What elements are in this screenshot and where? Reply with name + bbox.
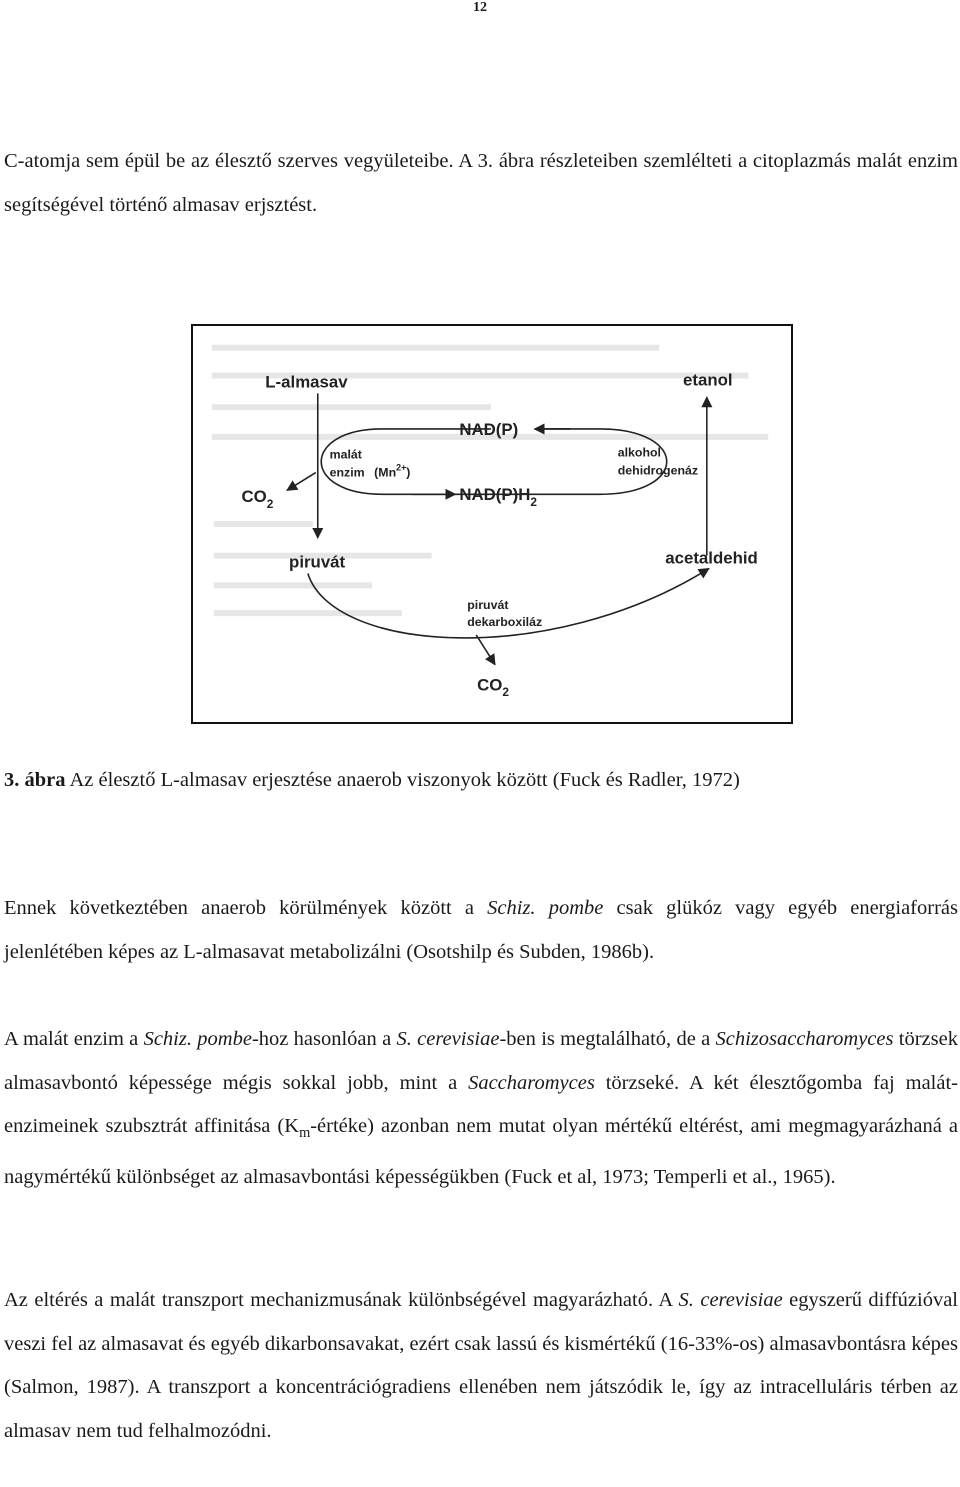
p2-species-1: Schiz. pombe <box>487 897 604 919</box>
p3-species-3: Schizosaccharomyces <box>715 1028 894 1050</box>
figure-caption <box>4 758 958 802</box>
p2-text-2: csak glükóz vagy egyéb energiaforrás jelenlétében képes az L-almasavat metabolizálni (Osotshilp és Subden, 1986b). <box>4 897 958 963</box>
label-dekarboxilaz-2: dekarboxiláz <box>467 614 543 629</box>
p3-text-3: -ben is megtalálható, de a <box>499 1028 716 1050</box>
paragraph-transzport <box>4 1279 958 1453</box>
p3-text-1: A malát enzim a <box>4 1028 144 1050</box>
p4-text-2: egyszerű diffúzióval veszi fel az almasavat és egyéb dikarbonsavakat, ezért csak lassú és kismértékű (16-33%-os) almasavbontásra képes (Salmon, 1987). A transzport a koncentrációgradiens ellenében nem játszódik le, így az intracelluláris térben az almasav nem tud felhalmozódni. <box>4 1289 958 1442</box>
caption-label: 3. ábra <box>4 769 66 791</box>
p3-species-2: S. cerevisiae <box>396 1028 500 1050</box>
label-malat-enzim-1: malát <box>329 447 362 462</box>
p3-text-4: törzsek almasavbontó képessége mégis sokkal jobb, mint a <box>4 1028 958 1094</box>
p2-text-1: Ennek következtében anaerob körülmények között a <box>4 897 488 919</box>
label-piruvat: piruvát <box>289 552 346 572</box>
arrow-to-co2-bottom <box>476 635 495 665</box>
paragraph-anaerob <box>4 887 958 974</box>
label-l-almasav: L-almasav <box>265 372 348 392</box>
label-nadp: NAD(P) <box>459 419 519 439</box>
p3-species-4: Saccharomyces <box>468 1071 595 1094</box>
label-co2-left: $CO_2$ <box>241 487 274 512</box>
label-dekarboxilaz-1: piruvát <box>467 598 509 613</box>
label-etanol: etanol <box>683 370 733 390</box>
label-co2-bottom: $CO_2$ <box>477 675 510 700</box>
p3-species-1: Schiz. pombe <box>143 1028 252 1050</box>
label-alkohol-dh-1: alkohol <box>617 445 661 460</box>
p4-text-1: Az eltérés a malát transzport mechanizmusának különbségével magyarázható. A <box>4 1289 679 1311</box>
paragraph-intro: C-atomja sem épül be az élesztő szerves vegyületeibe. A 3. ábra részleteiben szemlélteti a citoplazmás malát enzim segítségével történő almasav erjsztést. <box>4 150 958 216</box>
p3-text-5: törzseké. A két élesztőgomba faj malát-enzimeinek szubsztrát affinitása (K <box>4 1071 958 1137</box>
label-malat-enzim-2: enzim <box>329 465 365 480</box>
pathway-diagram <box>193 326 791 722</box>
label-acetaldehid: acetaldehid <box>665 548 758 568</box>
arrow-to-co2-left <box>287 473 316 491</box>
p3-text-2: -hoz hasonlóan a <box>251 1028 397 1050</box>
label-mn-cofactor: $(Mn^{2+})$ <box>374 462 411 480</box>
caption-text: Az élesztő L-almasav erjesztése anaerob viszonyok között (Fuck és Radler, 1972) <box>65 769 740 791</box>
paragraph-malat-enzim <box>4 1018 958 1199</box>
figure-malolactic-pathway <box>191 324 793 724</box>
label-alkohol-dh-2: dehidrogenáz <box>617 463 699 478</box>
label-nadph2: $NAD(P)H_2$ <box>459 485 537 510</box>
p3-subscript-m: m <box>299 1125 311 1142</box>
p3-text-6: -értéke) azonban nem mutat olyan mértékű eltérést, ami megmagyarázhaná a nagymértékű különbséget az almasavbontási képességükben (Fuck et al, 1973; Temperli et al., 1965). <box>4 1115 958 1188</box>
p4-species-1: S. cerevisiae <box>678 1289 783 1311</box>
page-number: 12 <box>473 0 487 15</box>
